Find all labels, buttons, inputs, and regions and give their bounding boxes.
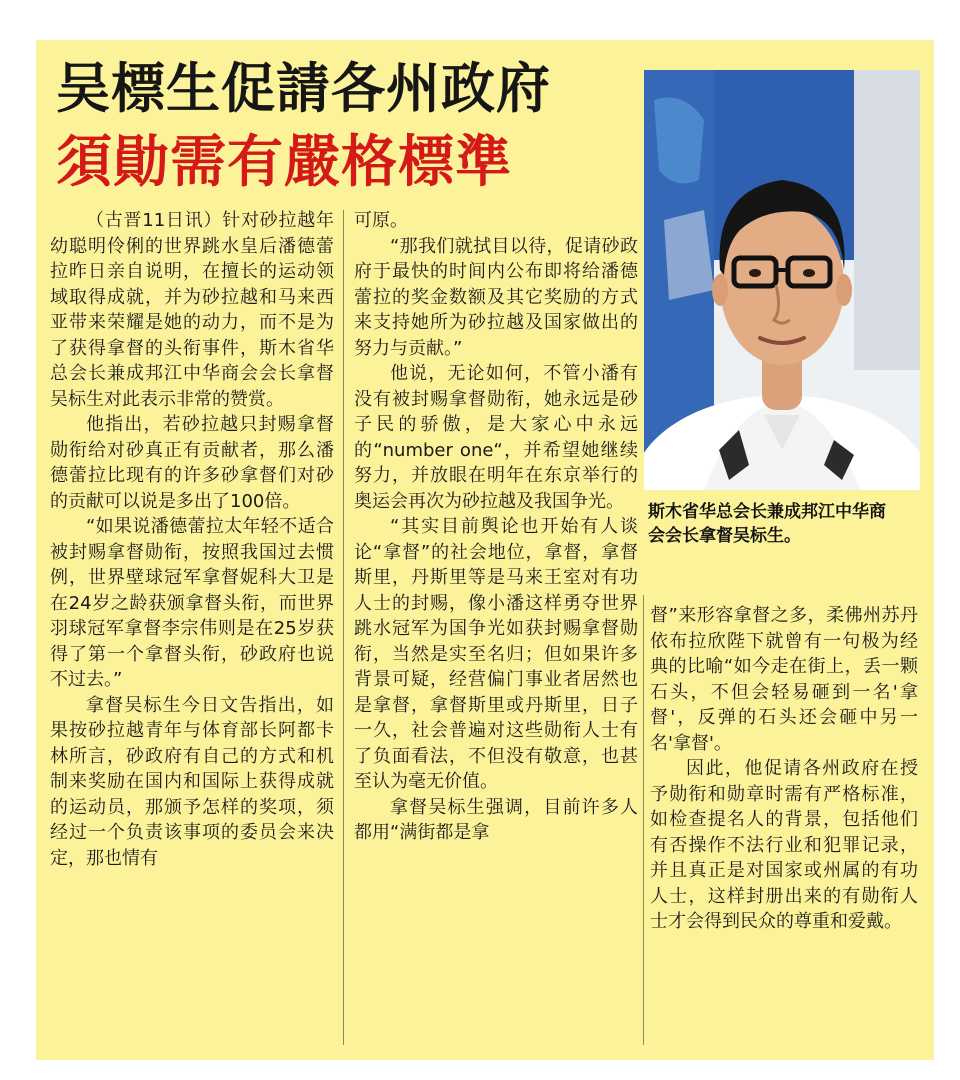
portrait-photo bbox=[644, 70, 920, 490]
article-column-1 bbox=[50, 208, 334, 871]
paragraph: 可原。 bbox=[354, 210, 408, 231]
column-divider bbox=[343, 210, 344, 1045]
paragraph: “如果说潘德蕾拉太年轻不适合被封赐拿督勋衔，按照我国过去惯例，世界壁球冠军拿督妮科大卫是在24岁之龄获颁拿督头衔，而世界羽球冠军拿督李宗伟则是在25岁获得了第一个拿督头衔，砂政府也说不过去。” bbox=[50, 516, 334, 690]
subheadline: 須勛需有嚴格標準 bbox=[56, 129, 512, 195]
newspaper-clipping bbox=[36, 40, 934, 1060]
portrait-illustration bbox=[644, 70, 920, 490]
paragraph: 因此，他促请各州政府在授予勋衔和勋章时需有严格标准，如检查提名人的背景，包括他们有否操作不法行业和犯罪记录，并且真正是对国家或州属的有功人士，这样封册出来的有勋衔人士才会得到民众的尊重和爱戴。 bbox=[650, 758, 918, 932]
paragraph: （古晋11日讯）针对砂拉越年幼聪明伶俐的世界跳水皇后潘德蕾拉昨日亲自说明，在擅长的运动领域取得成就，并为砂拉越和马来西亚带来荣耀是她的动力，而不是为了获得拿督的头衔事件，斯木省华总会长兼成邦江中华商会会长拿督吴标生对此表示非常的赞赏。 bbox=[50, 210, 334, 410]
paragraph: 他指出，若砂拉越只封赐拿督勋衔给对砂真正有贡献者，那么潘德蕾拉比现有的许多砂拿督们对砂的贡献可以说是多出了100倍。 bbox=[50, 414, 334, 512]
column-divider bbox=[643, 595, 644, 1045]
article-column-3 bbox=[650, 603, 918, 935]
article-column-2 bbox=[354, 208, 638, 846]
paragraph: 拿督吴标生强调，目前许多人都用“满街都是拿 bbox=[354, 796, 638, 843]
paragraph: “那我们就拭目以待，促请砂政府于最快的时间内公布即将给潘德蕾拉的奖金数额及其它奖励的方式来支持她所为砂拉越及国家做出的努力与贡献。” bbox=[354, 235, 638, 359]
paragraph: 督”来形容拿督之多，柔佛州苏丹依布拉欣陛下就曾有一句极为经典的比喻“如今走在街上，丢一颗石头，不但会轻易砸到一名'拿督'，反弹的石头还会砸中另一名'拿督'。 bbox=[650, 605, 918, 754]
paragraph: 他说，无论如何，不管小潘有没有被封赐拿督勋衔，她永远是砂子民的骄傲，是大家心中永远的“number one“，并希望她继续努力，并放眼在明年在东京举行的奥运会再次为砂拉越及我国争光。 bbox=[354, 363, 638, 512]
paragraph: 拿督吴标生今日文告指出，如果按砂拉越青年与体育部长阿都卡林所言，砂政府有自己的方式和机制来奖励在国内和国际上获得成就的运动员，那颁予怎样的奖项，须经过一个负责该事项的委员会来决定，那也情有 bbox=[50, 694, 334, 869]
photo-caption: 斯木省华总会长兼成邦江中华商会会长拿督吴标生。 bbox=[648, 502, 886, 546]
headline: 吴標生促請各州政府 bbox=[56, 57, 551, 120]
paragraph: “其实目前舆论也开始有人谈论“拿督”的社会地位，拿督，拿督斯里，丹斯里等是马来王室对有功人士的封赐，像小潘这样勇夺世界跳水冠军为国争光如获封赐拿督勋衔，当然是实至名归；但如果许多背景可疑，经营偏门事业者居然也是拿督，拿督斯里或丹斯里，日子一久，社会普遍对这些勋衔人士有了负面看法，不但没有敬意，也甚至认为毫无价值。 bbox=[354, 516, 638, 792]
